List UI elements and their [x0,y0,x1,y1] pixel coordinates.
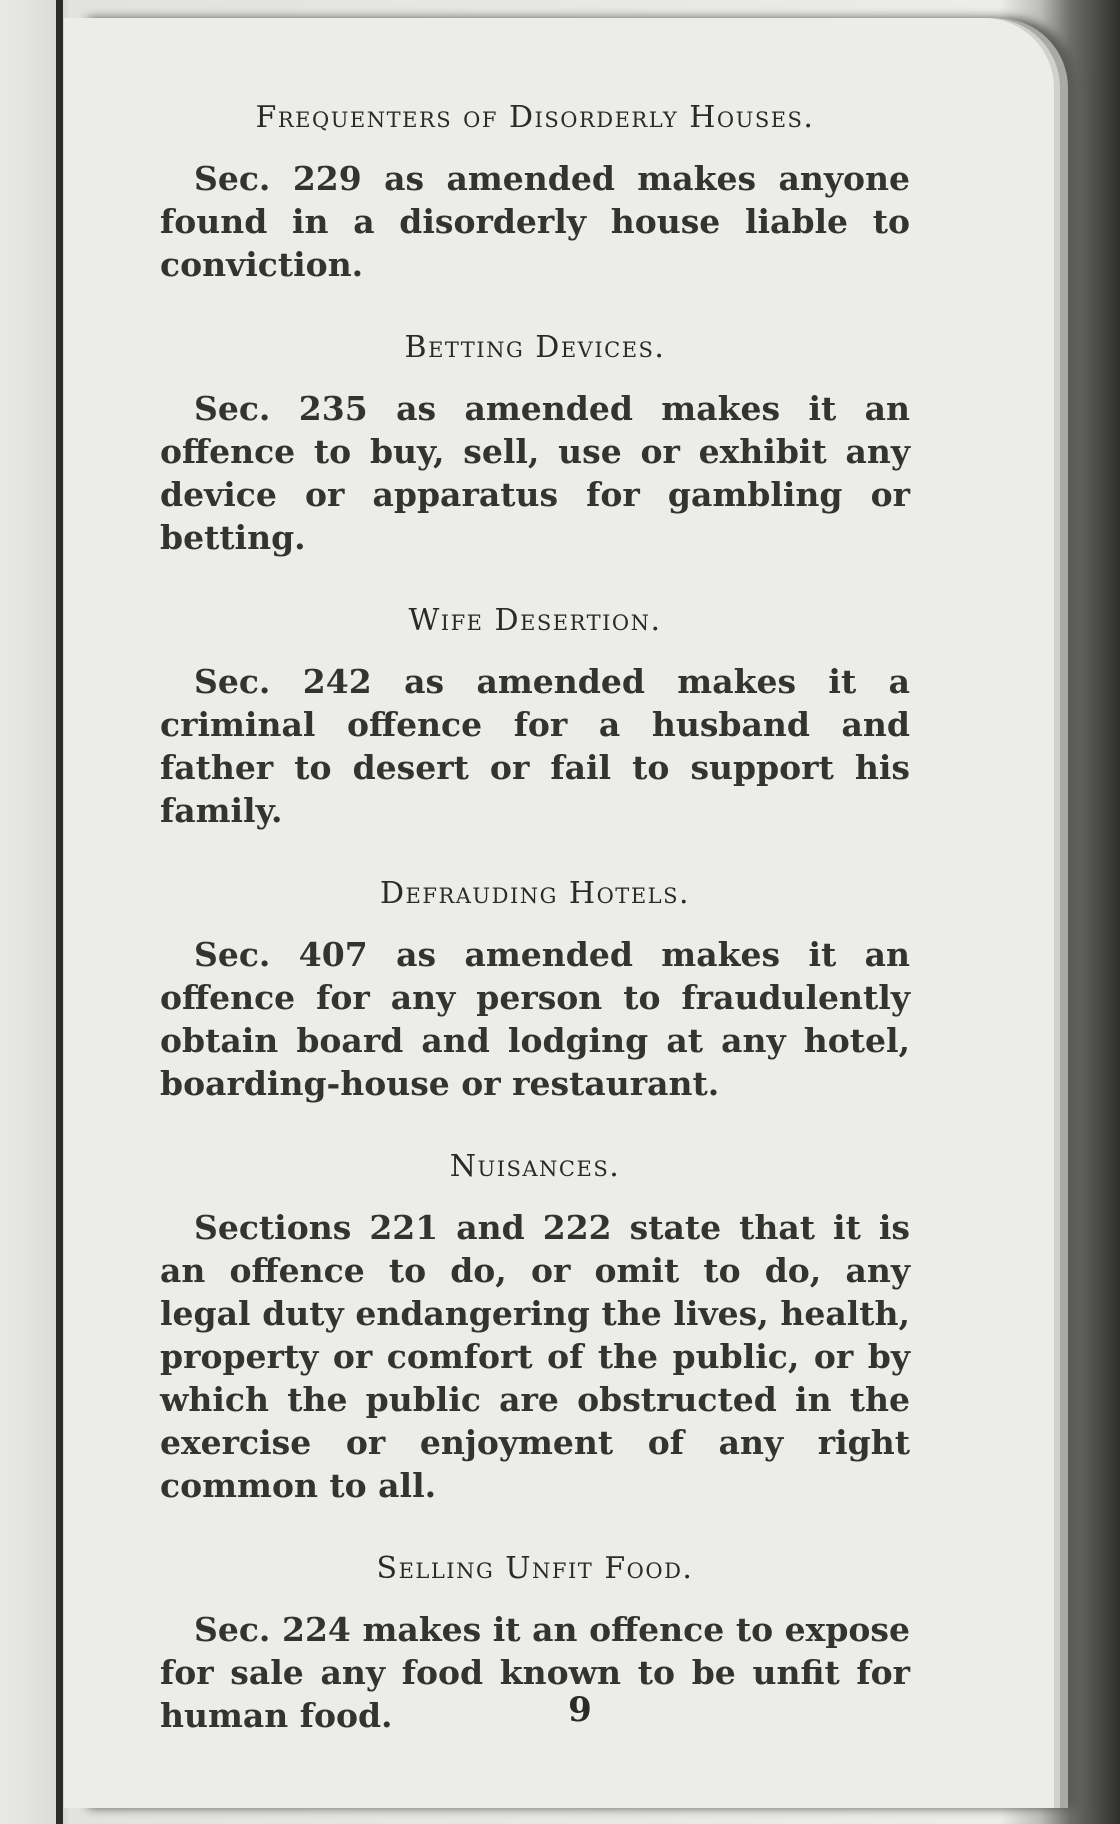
section-wife-desertion [160,603,910,832]
section-heading: Betting Devices. [404,330,666,365]
page-number: 9 [568,1690,592,1730]
section-heading: Wife Desertion. [408,603,662,638]
section-betting-devices [160,330,910,559]
section-heading: Selling Unfit Food. [376,1551,694,1586]
section-heading: Nuisances. [449,1149,621,1184]
section-heading: Frequenters of Disorderly Houses. [255,100,815,135]
section-heading: Defrauding Hotels. [379,876,691,911]
section-text: Sec. 242 as amended makes it a criminal offence for a husband and father to desert or fail to support his family. [160,662,910,830]
page-content [160,100,910,1737]
book-spine [56,0,63,1824]
section-nuisances [160,1149,910,1507]
section-text: Sections 221 and 222 state that it is an offence to do, or omit to do, any legal duty endangering the lives, health, property or comfort of the public, or by which the public are obstructed in the exercise or enjoyment of any right common to all. [160,1208,910,1505]
section-text: Sec. 224 makes it an offence to expose for sale any food known to be unfit for human food. [160,1610,910,1735]
section-frequenters [160,100,910,286]
section-text: Sec. 235 as amended makes it an offence to buy, sell, use or exhibit any device or apparatus for gambling or betting. [160,389,910,557]
section-text: Sec. 229 as amended makes anyone found in a disorderly house liable to conviction. [160,159,910,284]
section-text: Sec. 407 as amended makes it an offence for any person to fraudulently obtain board and lodging at any hotel, boarding-house or restaurant. [160,935,910,1103]
section-defrauding-hotels [160,876,910,1105]
